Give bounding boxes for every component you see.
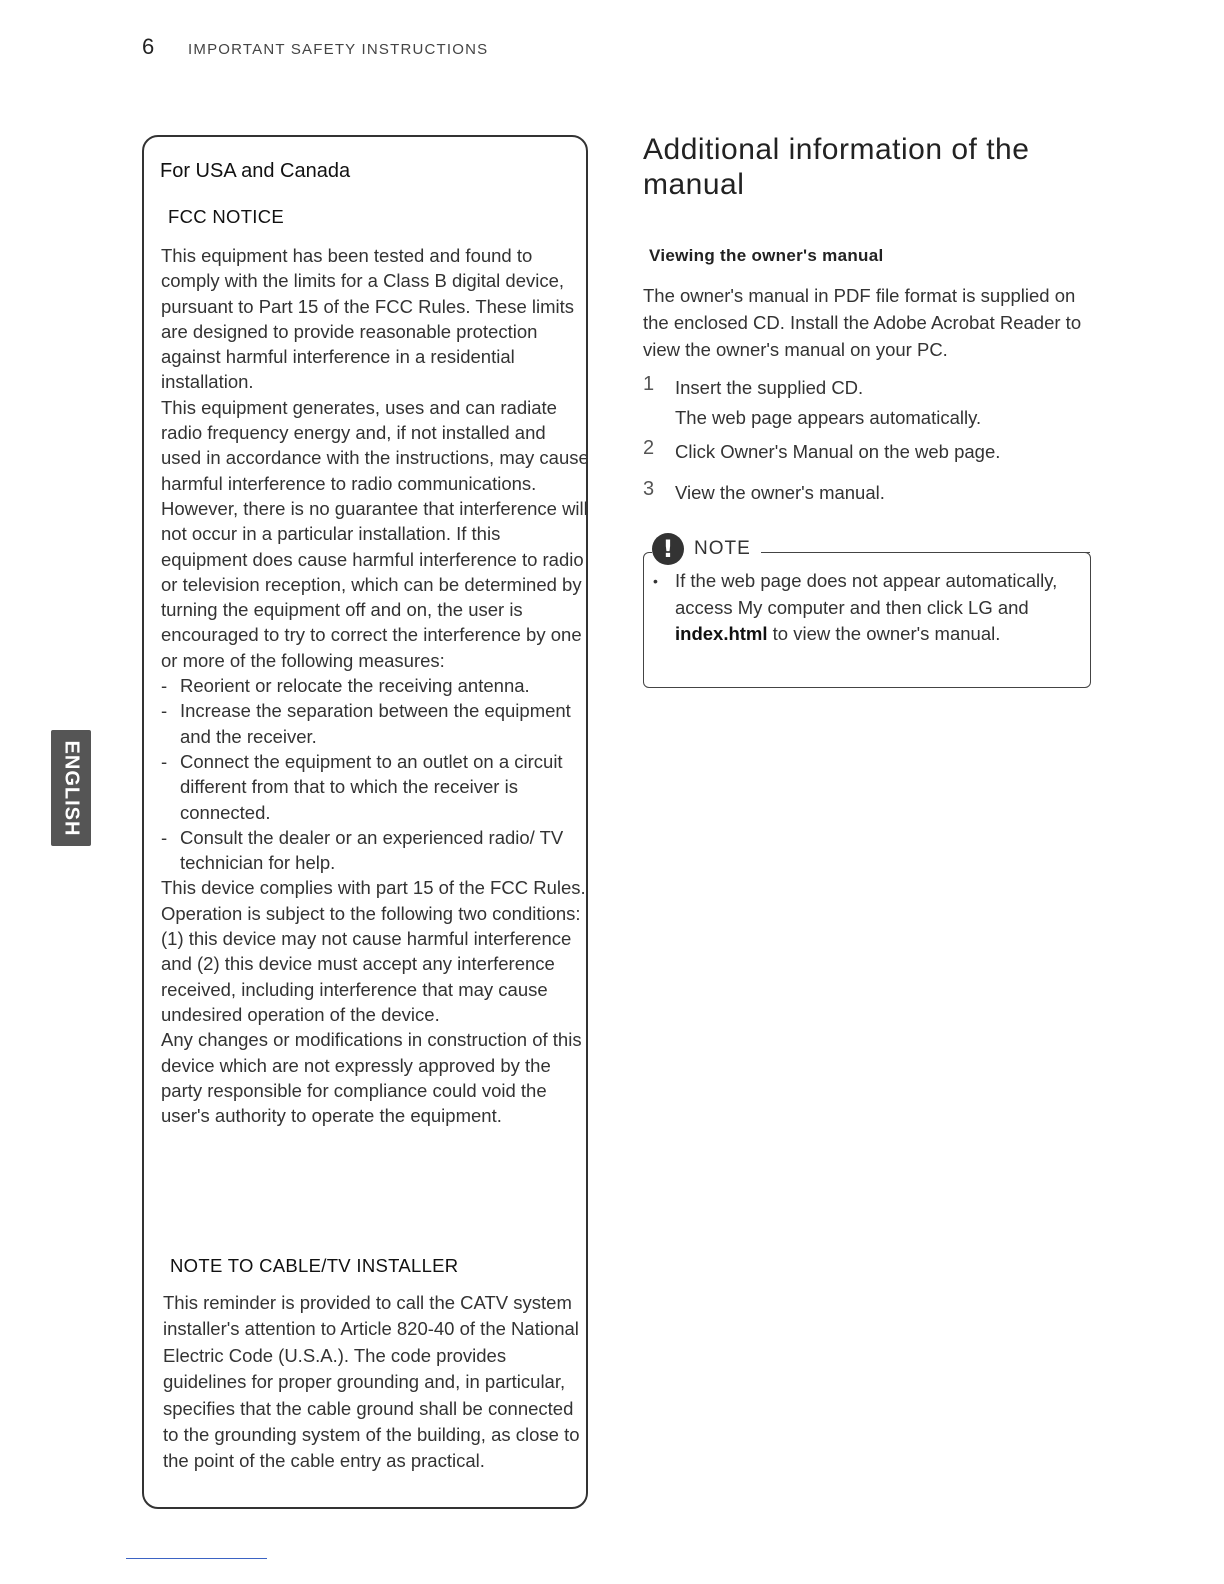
note-header — [652, 529, 761, 569]
fcc-paragraph-3: This device complies with part 15 of the FCC Rules. Operation is subject to the following two conditions: (1) this device may not cause harmful interference and (2) this device must accept any interference received, including interference that may cause undesired operation of the device. — [161, 877, 586, 1025]
installer-paragraph: This reminder is provided to call the CATV system installer's attention to Article 820-40 of the National Electric Code (U.S.A.). The code provides guidelines for proper grounding and, in particular, specifies that the cable ground shall be connected to the grounding system of the building, as close to the point of the cable entry as practical. — [163, 1292, 580, 1472]
fcc-notice-body — [161, 243, 589, 1128]
note-filename: index.html — [675, 623, 768, 644]
fcc-paragraph-2: This equipment generates, uses and can radiate radio frequency energy and, if not installed and used in accordance with the instructions, may cause harmful interference to radio communications. However, there is no guarantee that interference will not occur in a particular installation. If this equipment does cause harmful interference to radio or television reception, which can be determined by turning the equipment off and on, the user is encouraged to try to correct the interference by one or more of the following measures: — [161, 396, 589, 671]
list-item: - Reorient or relocate the receiving antenna. — [161, 673, 589, 698]
bullet-icon: • — [653, 573, 658, 589]
language-tab — [51, 730, 91, 846]
subsection-heading: Viewing the owner's manual — [649, 246, 884, 265]
list-item: - Increase the separation between the equipment and the receiver. — [161, 698, 589, 749]
fcc-notice-heading: FCC NOTICE — [168, 206, 285, 227]
step-item — [643, 478, 1093, 508]
note-text-start: If the web page does not appear automatically, access My computer and then click LG and — [675, 570, 1058, 618]
interference-measures-list — [161, 673, 589, 875]
step-main-text: Insert the supplied CD. — [675, 377, 864, 398]
step-number: 2 — [643, 437, 655, 459]
page-header — [142, 34, 488, 60]
exclamation-icon: ! — [652, 533, 684, 565]
intro-paragraph: The owner's manual in PDF file format is supplied on the enclosed CD. Install the Adobe Acrobat Reader to view the owner's manual on your PC. — [643, 285, 1082, 360]
installer-note-heading: NOTE TO CABLE/TV INSTALLER — [170, 1255, 459, 1276]
box-heading: For USA and Canada — [160, 160, 351, 182]
header-title: IMPORTANT SAFETY INSTRUCTIONS — [188, 41, 489, 58]
list-item: - Consult the dealer or an experienced radio/ TV technician for help. — [161, 825, 589, 876]
step-text — [675, 373, 1093, 433]
step-number: 3 — [643, 478, 655, 500]
step-item — [643, 373, 1093, 433]
note-label: NOTE — [694, 538, 751, 559]
note-text — [675, 568, 1083, 648]
step-main-text: Click Owner's Manual on the web page. — [675, 441, 1001, 462]
page-number: 6 — [142, 34, 155, 59]
step-number: 1 — [643, 373, 655, 395]
note-text-end: to view the owner's manual. — [767, 623, 1001, 644]
footer-divider — [126, 1558, 267, 1559]
note-content — [653, 568, 1083, 648]
fcc-paragraph-1: This equipment has been tested and found to comply with the limits for a Class B digital device, pursuant to Part 15 of the FCC Rules. These limits are designed to provide reasonable protection against harmful interference in a residential installation. — [161, 245, 575, 393]
step-main-text: View the owner's manual. — [675, 482, 885, 503]
installer-note-body — [163, 1290, 583, 1475]
language-tab-label: ENGLISH — [60, 740, 83, 836]
fcc-paragraph-4: Any changes or modifications in construction of this device which are not expressly approved by the party responsible for compliance could void the user's authority to operate the equipment. — [161, 1029, 582, 1127]
step-sub-text: The web page appears automatically. — [675, 407, 982, 428]
note-divider — [780, 552, 1090, 553]
step-item — [643, 437, 1093, 467]
section-title: Additional information of the manual — [643, 133, 1030, 201]
list-item: - Connect the equipment to an outlet on a circuit different from that to which the receiver is connected. — [161, 749, 589, 825]
